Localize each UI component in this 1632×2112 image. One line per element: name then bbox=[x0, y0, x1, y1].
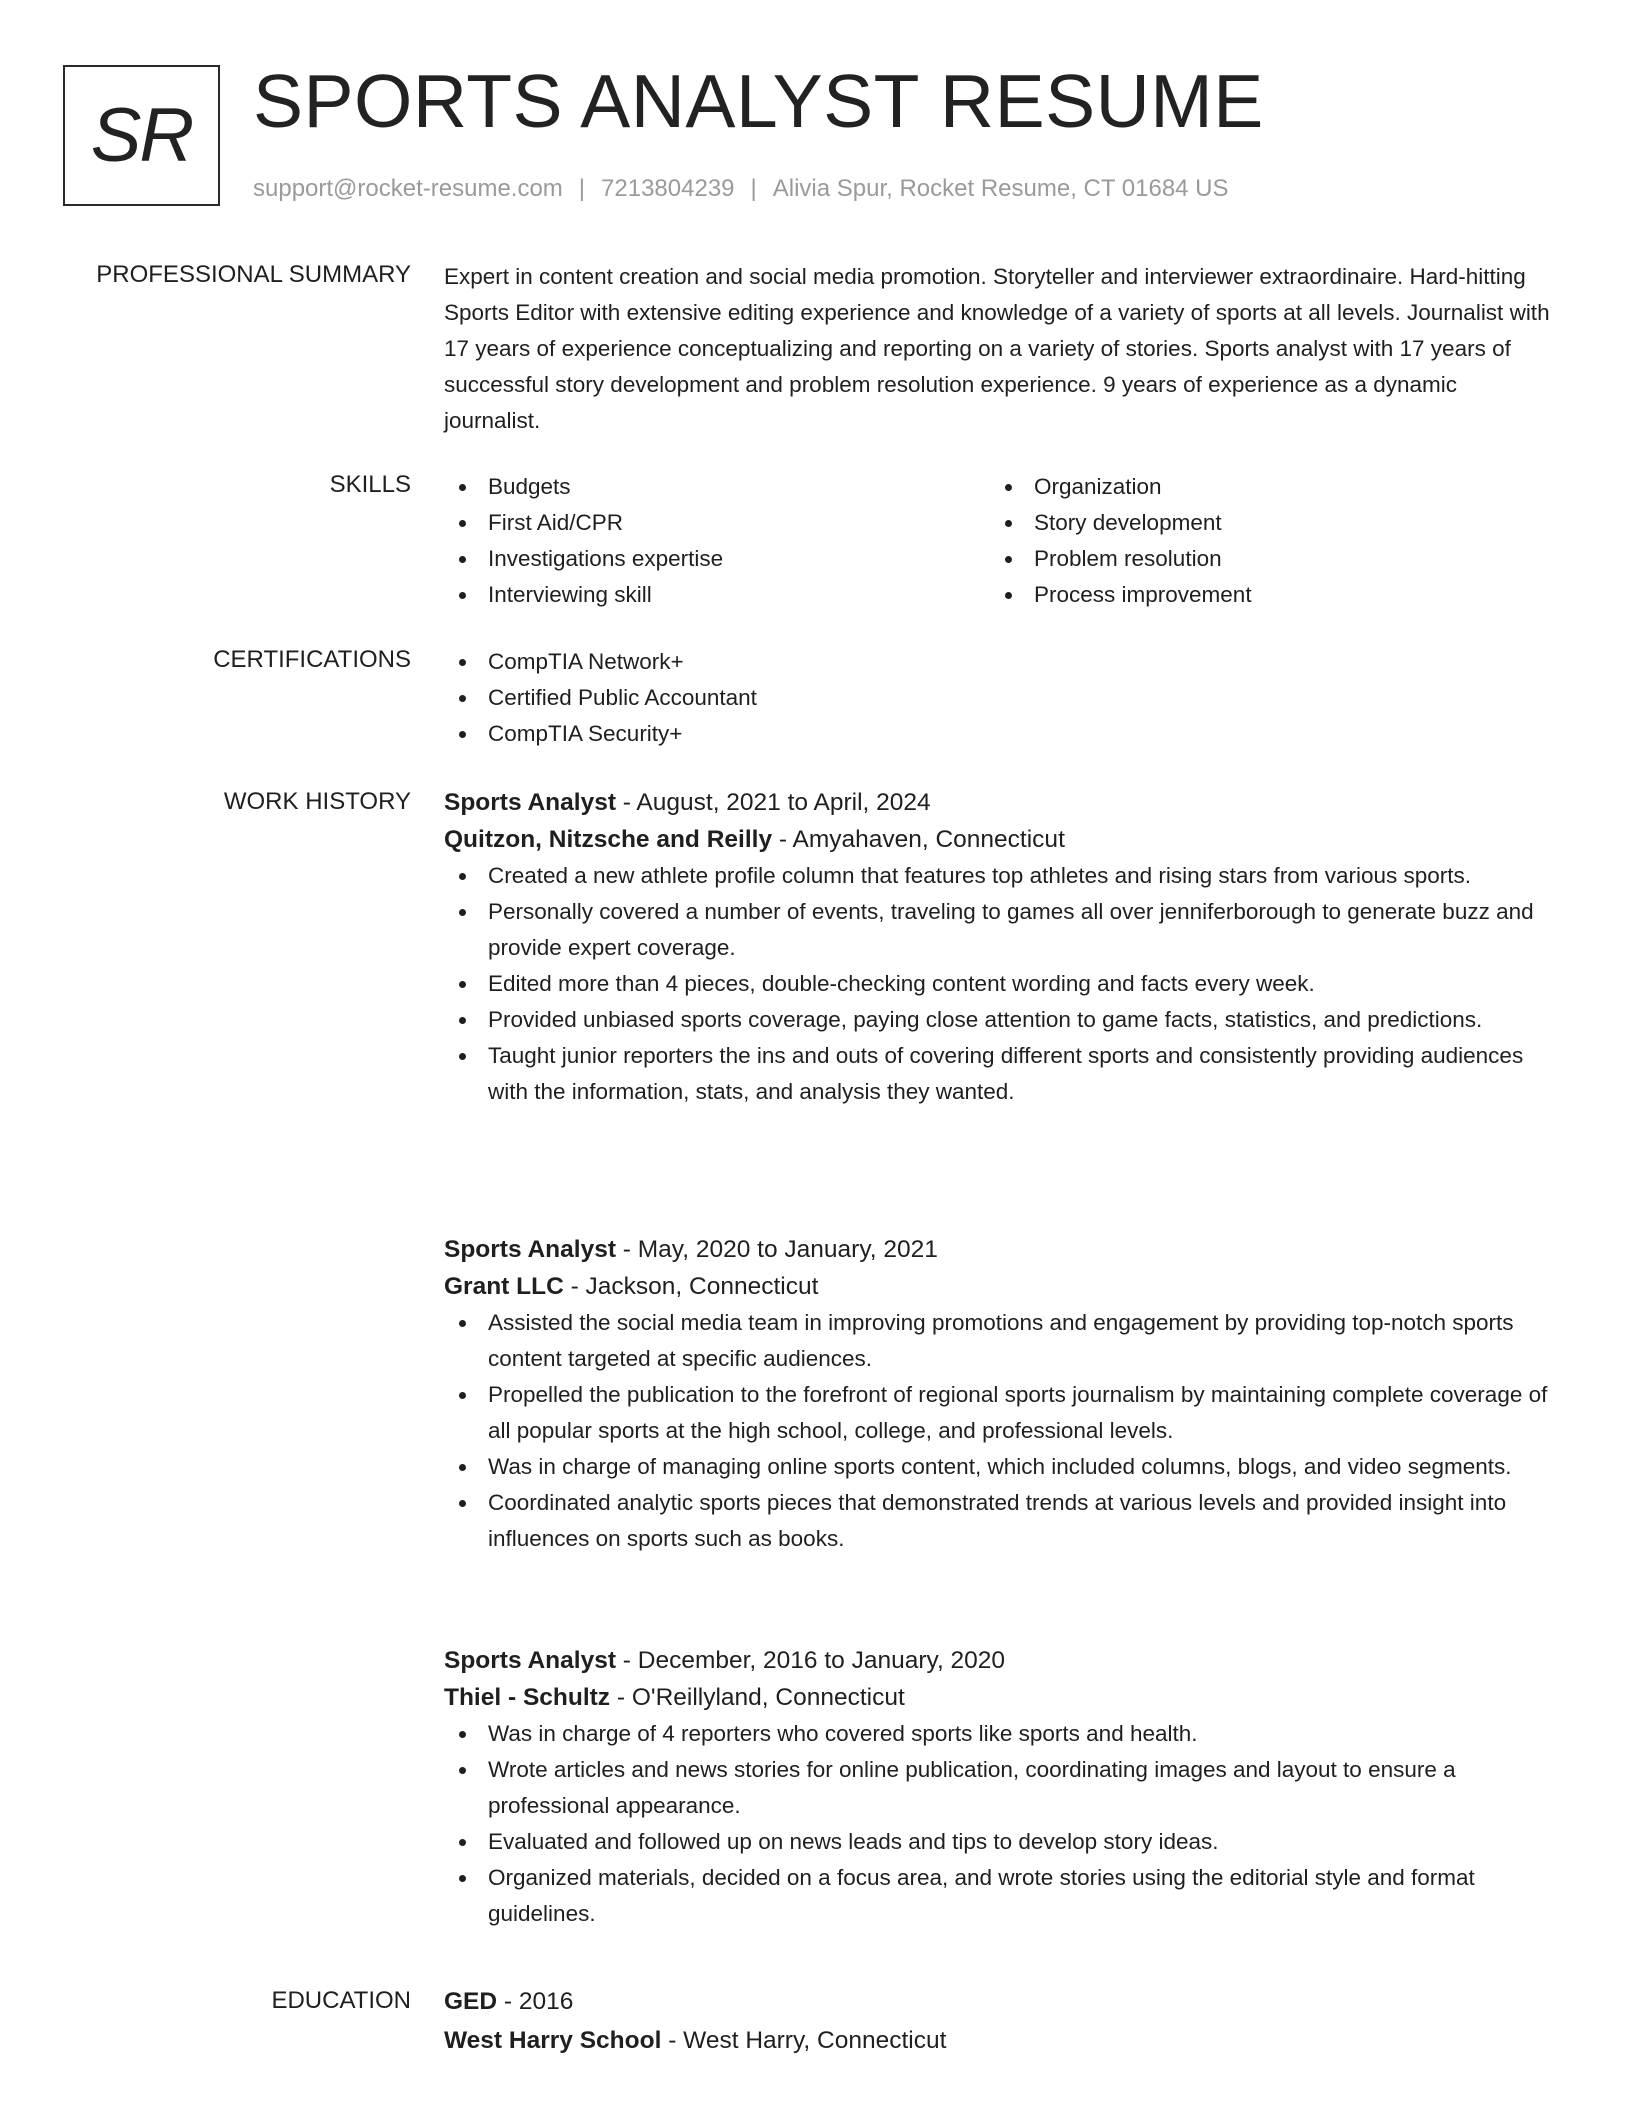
job-bullet: Taught junior reporters the ins and outs of covering different sports and consistently providing audiences with the information, stats, and analysis they wanted. bbox=[444, 1038, 1556, 1110]
job-bullet: Propelled the publication to the forefront of regional sports journalism by maintaining complete coverage of all popular sports at the high school, college, and professional levels. bbox=[444, 1377, 1556, 1449]
section-label-work: WORK HISTORY bbox=[223, 788, 411, 815]
job-dates: - May, 2020 to January, 2021 bbox=[616, 1236, 938, 1263]
section-label-summary: PROFESSIONAL SUMMARY bbox=[96, 261, 411, 288]
education-location: - West Harry, Connecticut bbox=[661, 2027, 947, 2054]
section-label-skills: SKILLS bbox=[329, 471, 411, 498]
contact-address: Alivia Spur, Rocket Resume, CT 01684 US bbox=[772, 175, 1229, 202]
job-company-line bbox=[444, 1679, 1556, 1716]
monogram-initials: SR bbox=[90, 93, 193, 178]
job-bullets bbox=[444, 1305, 1556, 1557]
contact-phone: 7213804239 bbox=[601, 175, 735, 202]
job-bullet: Edited more than 4 pieces, double-checking content wording and facts every week. bbox=[444, 966, 1556, 1002]
job-bullet: Personally covered a number of events, traveling to games all over jenniferborough to generate buzz and provide expert coverage. bbox=[444, 894, 1556, 966]
job-bullet: Was in charge of managing online sports content, which included columns, blogs, and video segments. bbox=[444, 1449, 1556, 1485]
skills-right-list bbox=[990, 469, 1536, 613]
skill-item: Investigations expertise bbox=[444, 541, 990, 577]
job-bullets bbox=[444, 1716, 1556, 1932]
job-bullet: Assisted the social media team in improving promotions and engagement by providing top-notch sports content targeted at specific audiences. bbox=[444, 1305, 1556, 1377]
job-bullet: Created a new athlete profile column that features top athletes and rising stars from various sports. bbox=[444, 858, 1556, 894]
skill-item: Problem resolution bbox=[990, 541, 1536, 577]
skill-item: Story development bbox=[990, 505, 1536, 541]
job-company-line bbox=[444, 1268, 1556, 1305]
job-bullet: Provided unbiased sports coverage, paying close attention to game facts, statistics, and predictions. bbox=[444, 1002, 1556, 1038]
job-bullet: Evaluated and followed up on news leads and tips to develop story ideas. bbox=[444, 1824, 1556, 1860]
certifications-list bbox=[444, 644, 1556, 752]
job-company: Quitzon, Nitzsche and Reilly bbox=[444, 826, 773, 853]
education-degree-line bbox=[444, 1983, 1556, 2020]
job-title: Sports Analyst bbox=[444, 1236, 616, 1263]
summary-content bbox=[444, 259, 1556, 439]
job-company: Grant LLC bbox=[444, 1273, 564, 1300]
job-title-line bbox=[444, 1231, 1556, 1268]
job-title-line bbox=[444, 1642, 1556, 1679]
job-dates: - August, 2021 to April, 2024 bbox=[616, 789, 931, 816]
skill-item: Process improvement bbox=[990, 577, 1536, 613]
education-school: West Harry School bbox=[444, 2027, 662, 2054]
job-location: - O'Reillyland, Connecticut bbox=[610, 1684, 905, 1711]
certification-item: CompTIA Security+ bbox=[444, 716, 1556, 752]
education-year: - 2016 bbox=[497, 1988, 574, 2015]
section-label-certifications: CERTIFICATIONS bbox=[213, 646, 411, 673]
job-entry bbox=[444, 1642, 1556, 1932]
job-location: - Jackson, Connecticut bbox=[563, 1273, 819, 1300]
job-location: - Amyahaven, Connecticut bbox=[772, 826, 1065, 853]
job-title-line bbox=[444, 784, 1556, 821]
skill-item: Interviewing skill bbox=[444, 577, 990, 613]
job-bullets bbox=[444, 858, 1556, 1110]
section-label-education: EDUCATION bbox=[271, 1987, 411, 2014]
job-entry bbox=[444, 1231, 1556, 1557]
contact-line bbox=[253, 172, 1229, 206]
skills-left-list bbox=[444, 469, 990, 613]
contact-separator: | bbox=[750, 175, 757, 202]
monogram-box bbox=[63, 65, 220, 206]
page-title: SPORTS ANALYST RESUME bbox=[253, 59, 1264, 143]
job-company-line bbox=[444, 821, 1556, 858]
contact-email: support@rocket-resume.com bbox=[253, 175, 563, 202]
skills-content bbox=[444, 469, 1556, 613]
job-title: Sports Analyst bbox=[444, 789, 616, 816]
job-company: Thiel - Schultz bbox=[444, 1684, 611, 1711]
job-title: Sports Analyst bbox=[444, 1647, 616, 1674]
education-content bbox=[444, 1983, 1556, 2059]
contact-separator: | bbox=[578, 175, 586, 202]
certification-item: Certified Public Accountant bbox=[444, 680, 1556, 716]
job-entry bbox=[444, 784, 1556, 1110]
skill-item: Organization bbox=[990, 469, 1536, 505]
job-bullet: Organized materials, decided on a focus area, and wrote stories using the editorial style and format guidelines. bbox=[444, 1860, 1556, 1932]
certification-item: CompTIA Network+ bbox=[444, 644, 1556, 680]
skill-item: First Aid/CPR bbox=[444, 505, 990, 541]
skill-item: Budgets bbox=[444, 469, 990, 505]
job-bullet: Wrote articles and news stories for online publication, coordinating images and layout to ensure a professional appearance. bbox=[444, 1752, 1556, 1824]
certifications-content bbox=[444, 644, 1556, 752]
education-school-line bbox=[444, 2022, 1556, 2059]
education-degree: GED bbox=[444, 1988, 498, 2015]
job-dates: - December, 2016 to January, 2020 bbox=[616, 1647, 1006, 1674]
job-bullet: Coordinated analytic sports pieces that demonstrated trends at various levels and provided insight into influences on sports such as books. bbox=[444, 1485, 1556, 1557]
job-bullet: Was in charge of 4 reporters who covered sports like sports and health. bbox=[444, 1716, 1556, 1752]
summary-text: Expert in content creation and social media promotion. Storyteller and interviewer extraordinaire. Hard-hitting Sports Editor with extensive editing experience and knowledge of a variety of sports at all levels. Journalist with 17 years of experience conceptualizing and reporting on a variety of stories. Sports analyst with 17 years of successful story development and problem resolution experience. 9 years of experience as a dynamic journalist. bbox=[444, 264, 1550, 433]
